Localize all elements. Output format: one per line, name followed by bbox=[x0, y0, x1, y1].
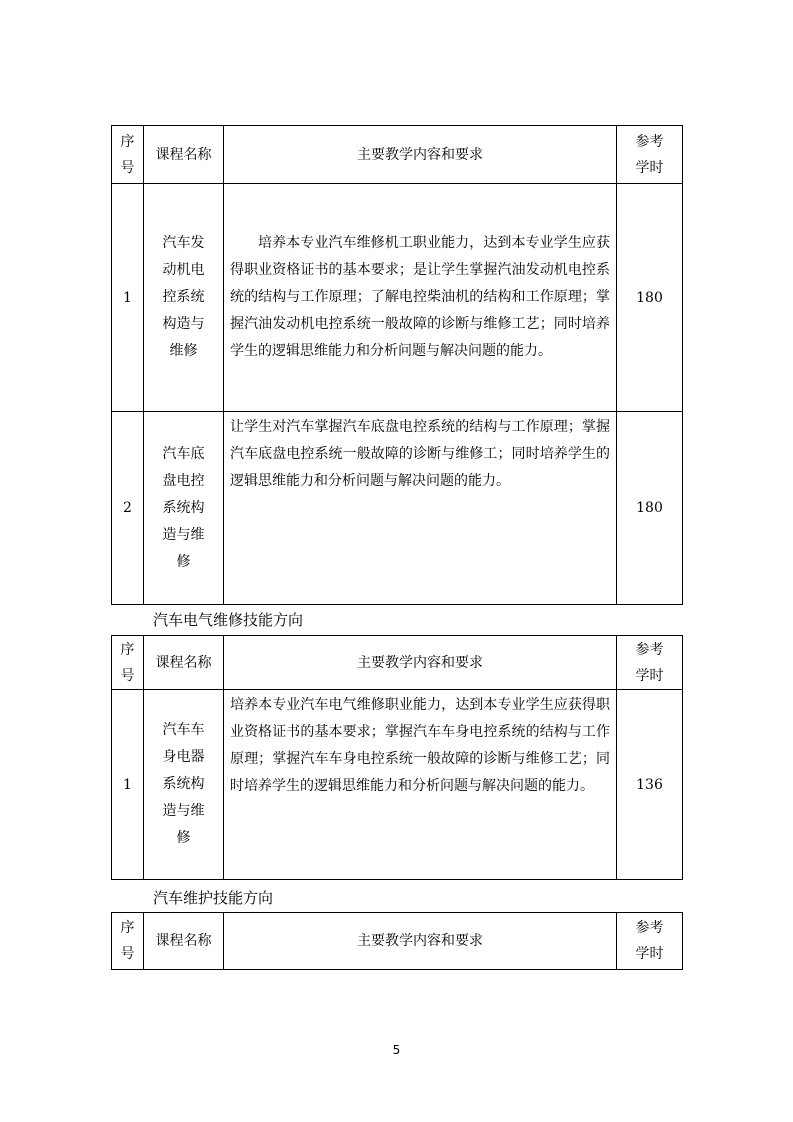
header-seq: 序号 bbox=[112, 636, 144, 690]
header-hours: 参考学时 bbox=[617, 636, 683, 690]
header-course: 课程名称 bbox=[144, 126, 224, 184]
header-course: 课程名称 bbox=[144, 636, 224, 690]
course-table-1 bbox=[111, 125, 683, 605]
header-seq: 序号 bbox=[112, 913, 144, 970]
section-title-electrical: 汽车电气维修技能方向 bbox=[153, 611, 304, 629]
header-hours: 参考学时 bbox=[617, 126, 683, 184]
page-number: 5 bbox=[392, 1043, 401, 1057]
course-table-2 bbox=[111, 635, 683, 880]
row-seq: 1 bbox=[112, 690, 144, 880]
table-row bbox=[112, 184, 683, 412]
header-content: 主要教学内容和要求 bbox=[224, 913, 617, 970]
row-content: 培养本专业汽车维修机工职业能力，达到本专业学生应获得职业资格证书的基本要求；是让学生掌握汽油发动机电控系统的结构与工作原理；了解电控柴油机的结构和工作原理；掌握汽油发动机电控系统一般故障的诊断与维修工艺；同时培养学生的逻辑思维能力和分析问题与解决问题的能力。 bbox=[224, 184, 617, 412]
row-content: 让学生对汽车掌握汽车底盘电控系统的结构与工作原理；掌握汽车底盘电控系统一般故障的诊断与维修工；同时培养学生的逻辑思维能力和分析问题与解决问题的能力。 bbox=[224, 412, 617, 605]
row-seq: 1 bbox=[112, 184, 144, 412]
header-seq: 序号 bbox=[112, 126, 144, 184]
row-hours: 180 bbox=[617, 412, 683, 605]
course-table-3 bbox=[111, 912, 683, 970]
row-seq: 2 bbox=[112, 412, 144, 605]
header-content: 主要教学内容和要求 bbox=[224, 126, 617, 184]
header-content: 主要教学内容和要求 bbox=[224, 636, 617, 690]
table-header-row bbox=[112, 126, 683, 184]
table-header-row bbox=[112, 636, 683, 690]
row-course: 汽车底盘电控系统构造与维修 bbox=[144, 412, 224, 605]
row-course: 汽车发动机电控系统构造与维修 bbox=[144, 184, 224, 412]
section-title-maintenance: 汽车维护技能方向 bbox=[153, 889, 274, 907]
table-row bbox=[112, 690, 683, 880]
header-course: 课程名称 bbox=[144, 913, 224, 970]
row-course: 汽车车身电器系统构造与维修 bbox=[144, 690, 224, 880]
row-content: 培养本专业汽车电气维修职业能力，达到本专业学生应获得职业资格证书的基本要求；掌握汽车车身电控系统的结构与工作原理；掌握汽车车身电控系统一般故障的诊断与维修工艺；同时培养学生的逻辑思维能力和分析问题与解决问题的能力。 bbox=[224, 690, 617, 880]
table-header-row bbox=[112, 913, 683, 970]
header-hours: 参考学时 bbox=[617, 913, 683, 970]
row-hours: 180 bbox=[617, 184, 683, 412]
row-hours: 136 bbox=[617, 690, 683, 880]
table-row bbox=[112, 412, 683, 605]
